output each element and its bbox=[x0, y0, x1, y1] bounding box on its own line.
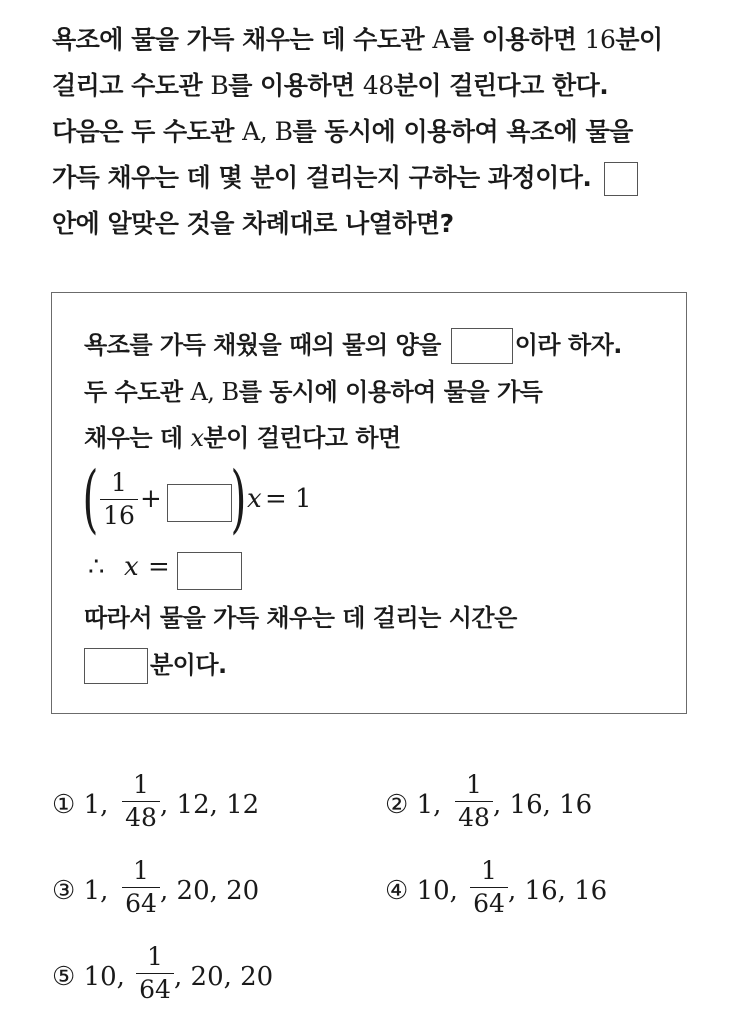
question-text: 분이 bbox=[615, 25, 663, 54]
option-value: , 16, 16 bbox=[493, 790, 593, 820]
solution-line-2 bbox=[84, 372, 542, 412]
fraction-bar bbox=[136, 973, 174, 974]
option-1[interactable] bbox=[52, 788, 108, 822]
option-value: , 12, 12 bbox=[160, 790, 260, 820]
question-line-2 bbox=[52, 66, 608, 106]
equation-rhs: = 1 bbox=[265, 484, 312, 514]
question-text: 를 이용하면 bbox=[449, 25, 585, 54]
option-3[interactable] bbox=[52, 874, 108, 908]
left-paren: ( bbox=[82, 456, 99, 542]
option-marker: ① bbox=[52, 790, 76, 820]
option-4-fraction bbox=[470, 856, 508, 919]
fraction-numerator: 1 bbox=[147, 942, 163, 971]
option-2-fraction bbox=[455, 770, 493, 833]
pipe-a-label: A bbox=[432, 25, 450, 54]
blank-3[interactable] bbox=[177, 552, 242, 590]
solution-text: 따라서 물을 가득 채우는 데 걸리는 시간은 bbox=[84, 604, 517, 632]
fraction-denominator: 16 bbox=[103, 501, 135, 530]
pipe-labels: A, B bbox=[242, 117, 293, 146]
solution-text: 분이다. bbox=[150, 651, 227, 679]
option-marker: ④ bbox=[385, 876, 409, 906]
pipe-a-minutes: 16 bbox=[584, 25, 616, 54]
pipe-b-label: B bbox=[210, 71, 229, 100]
solution-text: 채우는 데 bbox=[84, 424, 191, 452]
question-text: 안에 알맞은 것을 차례대로 나열하면? bbox=[52, 209, 454, 238]
fraction-denominator: 64 bbox=[125, 889, 157, 918]
question-line-5 bbox=[52, 204, 454, 244]
solution-text: 이라 하자. bbox=[514, 331, 622, 359]
question-line-4 bbox=[52, 158, 638, 198]
right-paren: ) bbox=[230, 456, 247, 542]
solution-text: 를 동시에 이용하여 물을 가득 bbox=[238, 378, 543, 406]
solution-text: 두 수도관 bbox=[84, 378, 191, 406]
fraction-numerator: 1 bbox=[133, 770, 149, 799]
option-3-fraction bbox=[122, 856, 160, 919]
option-value: , 20, 20 bbox=[174, 962, 274, 992]
option-value: , 20, 20 bbox=[160, 876, 260, 906]
variable-x: x bbox=[190, 424, 204, 452]
fraction-bar bbox=[122, 801, 160, 802]
solution-line-7 bbox=[84, 645, 227, 685]
option-value: 1, bbox=[416, 790, 442, 820]
question-text: 를 동시에 이용하여 욕조에 물을 bbox=[292, 117, 633, 146]
solution-text: 분이 걸린다고 하면 bbox=[203, 424, 401, 452]
option-2[interactable] bbox=[385, 788, 441, 822]
option-value: 10, bbox=[83, 962, 125, 992]
option-2-tail bbox=[493, 788, 592, 822]
question-text: 분이 걸린다고 한다. bbox=[393, 71, 609, 100]
blank-2[interactable] bbox=[167, 484, 232, 522]
fraction-bar bbox=[470, 887, 508, 888]
option-1-fraction bbox=[122, 770, 160, 833]
option-marker: ② bbox=[385, 790, 409, 820]
solution-line-6 bbox=[84, 598, 517, 638]
fraction-denominator: 64 bbox=[473, 889, 505, 918]
answer-blank-marker bbox=[604, 162, 638, 196]
fraction-bar bbox=[122, 887, 160, 888]
option-5-tail bbox=[174, 960, 273, 994]
option-value: 1, bbox=[83, 790, 109, 820]
question-text: 를 이용하면 bbox=[228, 71, 363, 100]
solution-line-3 bbox=[84, 418, 401, 458]
question-line-1 bbox=[52, 20, 663, 60]
option-5[interactable] bbox=[52, 960, 125, 994]
variable-x: x bbox=[247, 484, 262, 514]
fraction-1-16 bbox=[100, 468, 138, 531]
option-value: 10, bbox=[416, 876, 458, 906]
pipe-b-minutes: 48 bbox=[362, 71, 394, 100]
question-text: 욕조에 물을 가득 채우는 데 수도관 bbox=[52, 25, 433, 54]
blank-1[interactable] bbox=[451, 328, 513, 364]
option-value: , 16, 16 bbox=[508, 876, 608, 906]
question-line-3 bbox=[52, 112, 633, 152]
fraction-denominator: 48 bbox=[125, 803, 157, 832]
fraction-denominator: 48 bbox=[458, 803, 490, 832]
option-3-tail bbox=[160, 874, 259, 908]
question-text: 걸리고 수도관 bbox=[52, 71, 211, 100]
pipe-labels: A, B bbox=[190, 378, 239, 406]
equals-sign: = bbox=[148, 552, 170, 582]
variable-x: x bbox=[124, 552, 139, 582]
question-text: 가득 채우는 데 몇 분이 걸리는지 구하는 과정이다. bbox=[52, 163, 592, 192]
option-value: 1, bbox=[83, 876, 109, 906]
fraction-numerator: 1 bbox=[133, 856, 149, 885]
option-4-tail bbox=[508, 874, 607, 908]
solution-line-1 bbox=[84, 325, 622, 365]
fraction-numerator: 1 bbox=[481, 856, 497, 885]
fraction-bar bbox=[455, 801, 493, 802]
plus-sign: + bbox=[140, 484, 162, 514]
fraction-numerator: 1 bbox=[466, 770, 482, 799]
fraction-numerator: 1 bbox=[111, 468, 127, 497]
blank-4[interactable] bbox=[84, 648, 148, 684]
fraction-bar bbox=[100, 499, 138, 500]
fraction-denominator: 64 bbox=[139, 975, 171, 1004]
option-5-fraction bbox=[136, 942, 174, 1005]
option-marker: ⑤ bbox=[52, 962, 76, 992]
option-1-tail bbox=[160, 788, 259, 822]
therefore-symbol: ∴ bbox=[88, 552, 105, 582]
solution-text: 욕조를 가득 채웠을 때의 물의 양을 bbox=[84, 331, 441, 359]
option-4[interactable] bbox=[385, 874, 458, 908]
question-text: 다음은 두 수도관 bbox=[52, 117, 243, 146]
option-marker: ③ bbox=[52, 876, 76, 906]
